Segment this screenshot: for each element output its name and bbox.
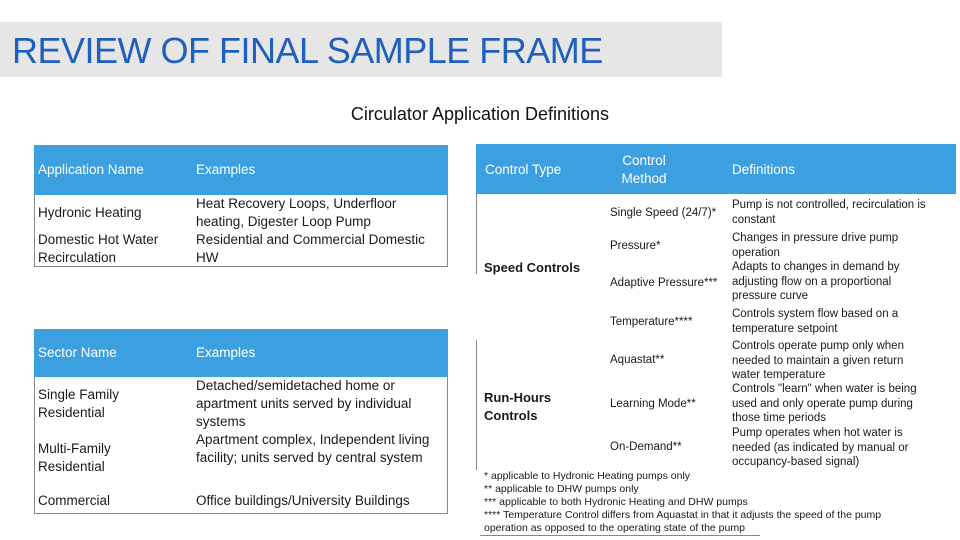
app-row-name-dhw: Domestic Hot Water Recirculation <box>38 232 159 265</box>
control-header-definitions: Definitions <box>732 162 796 177</box>
sector-row-name-single: Single Family Residential <box>38 387 120 420</box>
control-definition-on-demand: Pump operates when hot water is needed (as indicated by manual or occupancy-based signal) <box>732 427 909 468</box>
control-method-learning-mode: Learning Mode** <box>610 398 696 410</box>
control-method-pressure: Pressure* <box>610 240 661 252</box>
app-row-name-hydronic: Hydronic Heating <box>38 205 142 220</box>
control-header-type: Control Type <box>485 162 562 177</box>
control-definition-single-speed: Pump is not controlled, recirculation is constant <box>732 199 926 226</box>
sector-row-examples-commercial: Office buildings/University Buildings <box>196 493 410 508</box>
control-definition-aquastat: Controls operate pump only when needed to maintain a given return water temperature <box>732 340 904 381</box>
sector-row-name-commercial: Commercial <box>38 493 111 508</box>
sector-row-examples-multi: Apartment complex, Independent living facility; units served by central system <box>196 432 430 465</box>
footnote: ** applicable to DHW pumps only <box>484 483 639 495</box>
footnote: *** applicable to both Hydronic Heating and DHW pumps <box>484 496 748 508</box>
app-table-border <box>447 195 448 267</box>
control-method-adaptive-pressure: Adaptive Pressure*** <box>610 277 718 289</box>
app-table-border <box>34 195 35 267</box>
app-table-border <box>34 266 448 267</box>
control-table-border <box>476 194 477 274</box>
footnote: operation as opposed to the operating state of the pump <box>484 522 745 534</box>
sector-header-examples: Examples <box>196 345 256 360</box>
control-method-temperature: Temperature**** <box>610 316 693 328</box>
footnotes-border <box>480 535 760 536</box>
sector-table-border <box>34 377 35 514</box>
footnote: * applicable to Hydronic Heating pumps only <box>484 470 691 482</box>
control-header-method: Control Method <box>621 153 667 186</box>
app-header-name: Application Name <box>38 162 144 177</box>
slide-subtitle: Circulator Application Definitions <box>350 104 610 124</box>
control-method-aquastat: Aquastat** <box>610 354 665 366</box>
app-row-examples-dhw: Residential and Commercial Domestic HW <box>196 232 425 265</box>
slide-title: REVIEW OF FINAL SAMPLE FRAME <box>12 30 603 71</box>
control-definition-adaptive-pressure: Adapts to changes in demand by adjusting flow on a proportional pressure curve <box>732 261 900 302</box>
app-row-examples-hydronic: Heat Recovery Loops, Underfloor heating, Digester Loop Pump <box>196 196 397 229</box>
control-definition-pressure: Changes in pressure drive pump operation <box>732 232 899 259</box>
control-method-single-speed: Single Speed (24/7)* <box>610 207 717 219</box>
control-definition-learning-mode: Controls "learn" when water is being used and only operate pump during those time periods <box>732 383 917 424</box>
sector-row-examples-single: Detached/semidetached home or apartment units served by individual systems <box>196 378 412 429</box>
control-method-on-demand: On-Demand** <box>610 441 682 453</box>
app-header-examples: Examples <box>196 162 256 177</box>
footnotes <box>484 470 924 535</box>
sector-header-name: Sector Name <box>38 345 117 360</box>
sector-table-border <box>34 513 448 514</box>
control-type-runhours: Run-Hours Controls <box>484 390 552 423</box>
sector-row-name-multi: Multi-Family Residential <box>38 441 111 474</box>
control-definition-temperature: Controls system flow based on a temperature setpoint <box>732 308 899 335</box>
sector-table-border <box>447 377 448 514</box>
control-type-speed: Speed Controls <box>484 260 581 275</box>
control-table-border <box>476 340 477 470</box>
footnote: **** Temperature Control differs from Aquastat in that it adjusts the speed of the pump <box>484 509 882 521</box>
